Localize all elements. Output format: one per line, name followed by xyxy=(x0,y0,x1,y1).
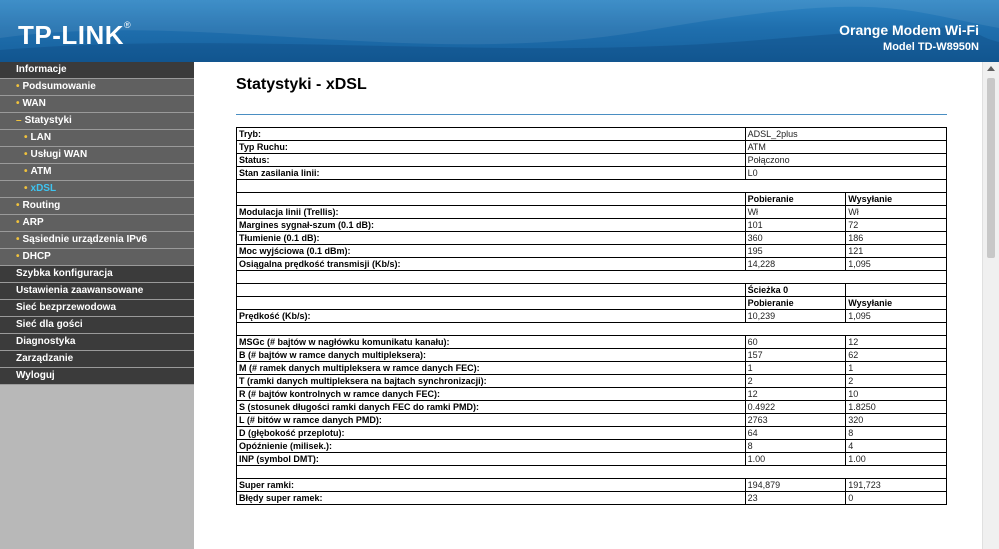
row-label: B (# bajtów w ramce danych multipleksera): xyxy=(237,349,746,362)
row-label: Osiągalna prędkość transmisji (Kb/s): xyxy=(237,258,746,271)
table-row xyxy=(237,284,947,297)
upstream-value: 320 xyxy=(846,414,947,427)
row-label: Margines sygnał-szum (0.1 dB): xyxy=(237,219,746,232)
table-row xyxy=(237,271,947,284)
row-label: D (głębokość przeplotu): xyxy=(237,427,746,440)
scroll-up-arrow-icon[interactable] xyxy=(987,66,995,71)
upstream-value: Wł xyxy=(846,206,947,219)
upstream-value: 1,095 xyxy=(846,310,947,323)
row-label: Błędy super ramek: xyxy=(237,492,746,505)
table-row xyxy=(237,466,947,479)
downstream-value: 157 xyxy=(745,349,846,362)
row-label: L (# bitów w ramce danych PMD): xyxy=(237,414,746,427)
upstream-value: 10 xyxy=(846,388,947,401)
downstream-value: 2 xyxy=(745,375,846,388)
sidebar-item-6[interactable] xyxy=(0,164,194,181)
downstream-value: 195 xyxy=(745,245,846,258)
table-row xyxy=(237,297,947,310)
table-row xyxy=(237,232,947,245)
table-row xyxy=(237,154,947,167)
product-name: Orange Modem Wi-Fi xyxy=(839,22,979,38)
sidebar-item-label: Sieć bezprzewodowa xyxy=(16,302,117,313)
blank-row-cell xyxy=(237,271,947,284)
downstream-value: 101 xyxy=(745,219,846,232)
row-label xyxy=(237,284,746,297)
row-label: Tryb: xyxy=(237,128,746,141)
sidebar-item-7[interactable] xyxy=(0,181,194,198)
bullet-icon: • xyxy=(16,234,20,245)
blank-row-cell xyxy=(237,323,947,336)
bullet-icon: • xyxy=(24,183,28,194)
row-label: S (stosunek długości ramki danych FEC do ramki PMD): xyxy=(237,401,746,414)
table-row xyxy=(237,492,947,505)
row-label: Super ramki: xyxy=(237,479,746,492)
sidebar-item-label: Informacje xyxy=(16,64,67,75)
row-label: Prędkość (Kb/s): xyxy=(237,310,746,323)
sidebar-item-label: Podsumowanie xyxy=(22,81,96,92)
page-title: Statystyki - xDSL xyxy=(236,76,367,93)
upstream-value: 121 xyxy=(846,245,947,258)
model-name: Model TD-W8950N xyxy=(883,41,979,53)
sidebar-item-8[interactable] xyxy=(0,198,194,215)
downstream-value: 360 xyxy=(745,232,846,245)
sidebar-item-label: Zarządzanie xyxy=(16,353,74,364)
sidebar-item-3[interactable] xyxy=(0,113,194,130)
column-header: Pobieranie xyxy=(745,193,846,206)
row-label: M (# ramek danych multipleksera w ramce danych FEC): xyxy=(237,362,746,375)
sidebar-item-16[interactable] xyxy=(0,334,194,351)
title-divider xyxy=(236,114,947,115)
downstream-value: 14,228 xyxy=(745,258,846,271)
table-row xyxy=(237,258,947,271)
downstream-value: ADSL_2plus xyxy=(745,128,946,141)
downstream-value: 194,879 xyxy=(745,479,846,492)
upstream-value: 1.8250 xyxy=(846,401,947,414)
downstream-value: 0.4922 xyxy=(745,401,846,414)
table-row xyxy=(237,336,947,349)
table-row xyxy=(237,245,947,258)
downstream-value: 64 xyxy=(745,427,846,440)
column-header: Pobieranie xyxy=(745,297,846,310)
sidebar-item-label: xDSL xyxy=(30,183,57,194)
tp-link-logo: TP-LINK® xyxy=(18,20,132,50)
sidebar-item-12[interactable] xyxy=(0,266,194,283)
sidebar-item-label: WAN xyxy=(22,98,46,109)
sidebar-item-label: DHCP xyxy=(22,251,51,262)
sidebar-item-0[interactable] xyxy=(0,62,194,79)
blank-row-cell xyxy=(237,180,947,193)
bullet-icon: • xyxy=(16,98,20,109)
xdsl-stats-table xyxy=(236,127,947,505)
upstream-value: 191,723 xyxy=(846,479,947,492)
sidebar-item-label: Sieć dla gości xyxy=(16,319,83,330)
table-row xyxy=(237,310,947,323)
sidebar-item-10[interactable] xyxy=(0,232,194,249)
sidebar-item-label: Sąsiednie urządzenia IPv6 xyxy=(22,234,148,245)
table-row xyxy=(237,167,947,180)
downstream-value: 23 xyxy=(745,492,846,505)
sidebar-item-2[interactable] xyxy=(0,96,194,113)
bullet-icon: – xyxy=(16,115,22,126)
main-content xyxy=(194,62,982,549)
bullet-icon: • xyxy=(16,217,20,228)
column-header: Wysyłanie xyxy=(846,297,947,310)
sidebar-item-label: Ustawienia zaawansowane xyxy=(16,285,144,296)
blank-row-cell xyxy=(237,466,947,479)
sidebar-item-9[interactable] xyxy=(0,215,194,232)
row-label xyxy=(237,193,746,206)
sidebar-nav xyxy=(0,62,194,549)
bullet-icon: • xyxy=(16,200,20,211)
sidebar-item-label: Statystyki xyxy=(24,115,72,126)
downstream-value: 12 xyxy=(745,388,846,401)
sidebar-item-label: Usługi WAN xyxy=(30,149,88,160)
bullet-icon: • xyxy=(24,149,28,160)
row-label: MSGc (# bajtów w nagłówku komunikatu kanału): xyxy=(237,336,746,349)
sidebar-item-18[interactable] xyxy=(0,368,194,385)
downstream-value: ATM xyxy=(745,141,946,154)
sidebar-item-13[interactable] xyxy=(0,283,194,300)
table-row xyxy=(237,349,947,362)
sidebar-item-1[interactable] xyxy=(0,79,194,96)
table-row xyxy=(237,401,947,414)
upstream-value: 12 xyxy=(846,336,947,349)
sidebar-item-15[interactable] xyxy=(0,317,194,334)
downstream-value: Połączono xyxy=(745,154,946,167)
sidebar-item-label: Wyloguj xyxy=(16,370,55,381)
scrollbar-thumb[interactable] xyxy=(987,78,995,258)
downstream-value: 1.00 xyxy=(745,453,846,466)
upstream-value: 62 xyxy=(846,349,947,362)
column-header xyxy=(846,284,947,297)
downstream-value: 2763 xyxy=(745,414,846,427)
bullet-icon: • xyxy=(16,81,20,92)
sidebar-item-label: Diagnostyka xyxy=(16,336,76,347)
header-banner xyxy=(0,0,999,62)
table-row xyxy=(237,440,947,453)
row-label: INP (symbol DMT): xyxy=(237,453,746,466)
upstream-value: 72 xyxy=(846,219,947,232)
table-row xyxy=(237,193,947,206)
sidebar-item-label: ARP xyxy=(22,217,44,228)
upstream-value: 1 xyxy=(846,362,947,375)
row-label: Opóźnienie (milisek.): xyxy=(237,440,746,453)
table-row xyxy=(237,206,947,219)
sidebar-item-11[interactable] xyxy=(0,249,194,266)
row-label: Stan zasilania linii: xyxy=(237,167,746,180)
bullet-icon: • xyxy=(24,132,28,143)
table-row xyxy=(237,427,947,440)
table-row xyxy=(237,219,947,232)
column-header: Wysyłanie xyxy=(846,193,947,206)
upstream-value: 186 xyxy=(846,232,947,245)
table-row xyxy=(237,453,947,466)
bullet-icon: • xyxy=(24,166,28,177)
downstream-value: 8 xyxy=(745,440,846,453)
table-row xyxy=(237,479,947,492)
sidebar-item-label: Routing xyxy=(22,200,61,211)
sidebar-item-14[interactable] xyxy=(0,300,194,317)
sidebar-item-label: Szybka konfiguracja xyxy=(16,268,113,279)
sidebar-item-label: LAN xyxy=(30,132,52,143)
sidebar-item-5[interactable] xyxy=(0,147,194,164)
row-label: Modulacja linii (Trellis): xyxy=(237,206,746,219)
table-row xyxy=(237,414,947,427)
upstream-value: 4 xyxy=(846,440,947,453)
sidebar-item-label: ATM xyxy=(30,166,52,177)
upstream-value: 0 xyxy=(846,492,947,505)
row-label: Tłumienie (0.1 dB): xyxy=(237,232,746,245)
downstream-value: 10,239 xyxy=(745,310,846,323)
row-label: Moc wyjściowa (0.1 dBm): xyxy=(237,245,746,258)
downstream-value: Wł xyxy=(745,206,846,219)
row-label: R (# bajtów kontrolnych w ramce danych FEC): xyxy=(237,388,746,401)
table-row xyxy=(237,141,947,154)
table-row xyxy=(237,375,947,388)
row-label: T (ramki danych multipleksera na bajtach synchronizacji): xyxy=(237,375,746,388)
downstream-value: L0 xyxy=(745,167,946,180)
upstream-value: 1,095 xyxy=(846,258,947,271)
sidebar-item-4[interactable] xyxy=(0,130,194,147)
table-row xyxy=(237,388,947,401)
vertical-scrollbar[interactable] xyxy=(982,62,999,549)
downstream-value: 60 xyxy=(745,336,846,349)
downstream-value: 1 xyxy=(745,362,846,375)
row-label: Status: xyxy=(237,154,746,167)
table-row xyxy=(237,323,947,336)
table-row xyxy=(237,362,947,375)
table-row xyxy=(237,180,947,193)
upstream-value: 2 xyxy=(846,375,947,388)
row-label xyxy=(237,297,746,310)
bullet-icon: • xyxy=(16,251,20,262)
upstream-value: 1.00 xyxy=(846,453,947,466)
column-header: Ścieżka 0 xyxy=(745,284,846,297)
table-row xyxy=(237,128,947,141)
upstream-value: 8 xyxy=(846,427,947,440)
row-label: Typ Ruchu: xyxy=(237,141,746,154)
sidebar-item-17[interactable] xyxy=(0,351,194,368)
